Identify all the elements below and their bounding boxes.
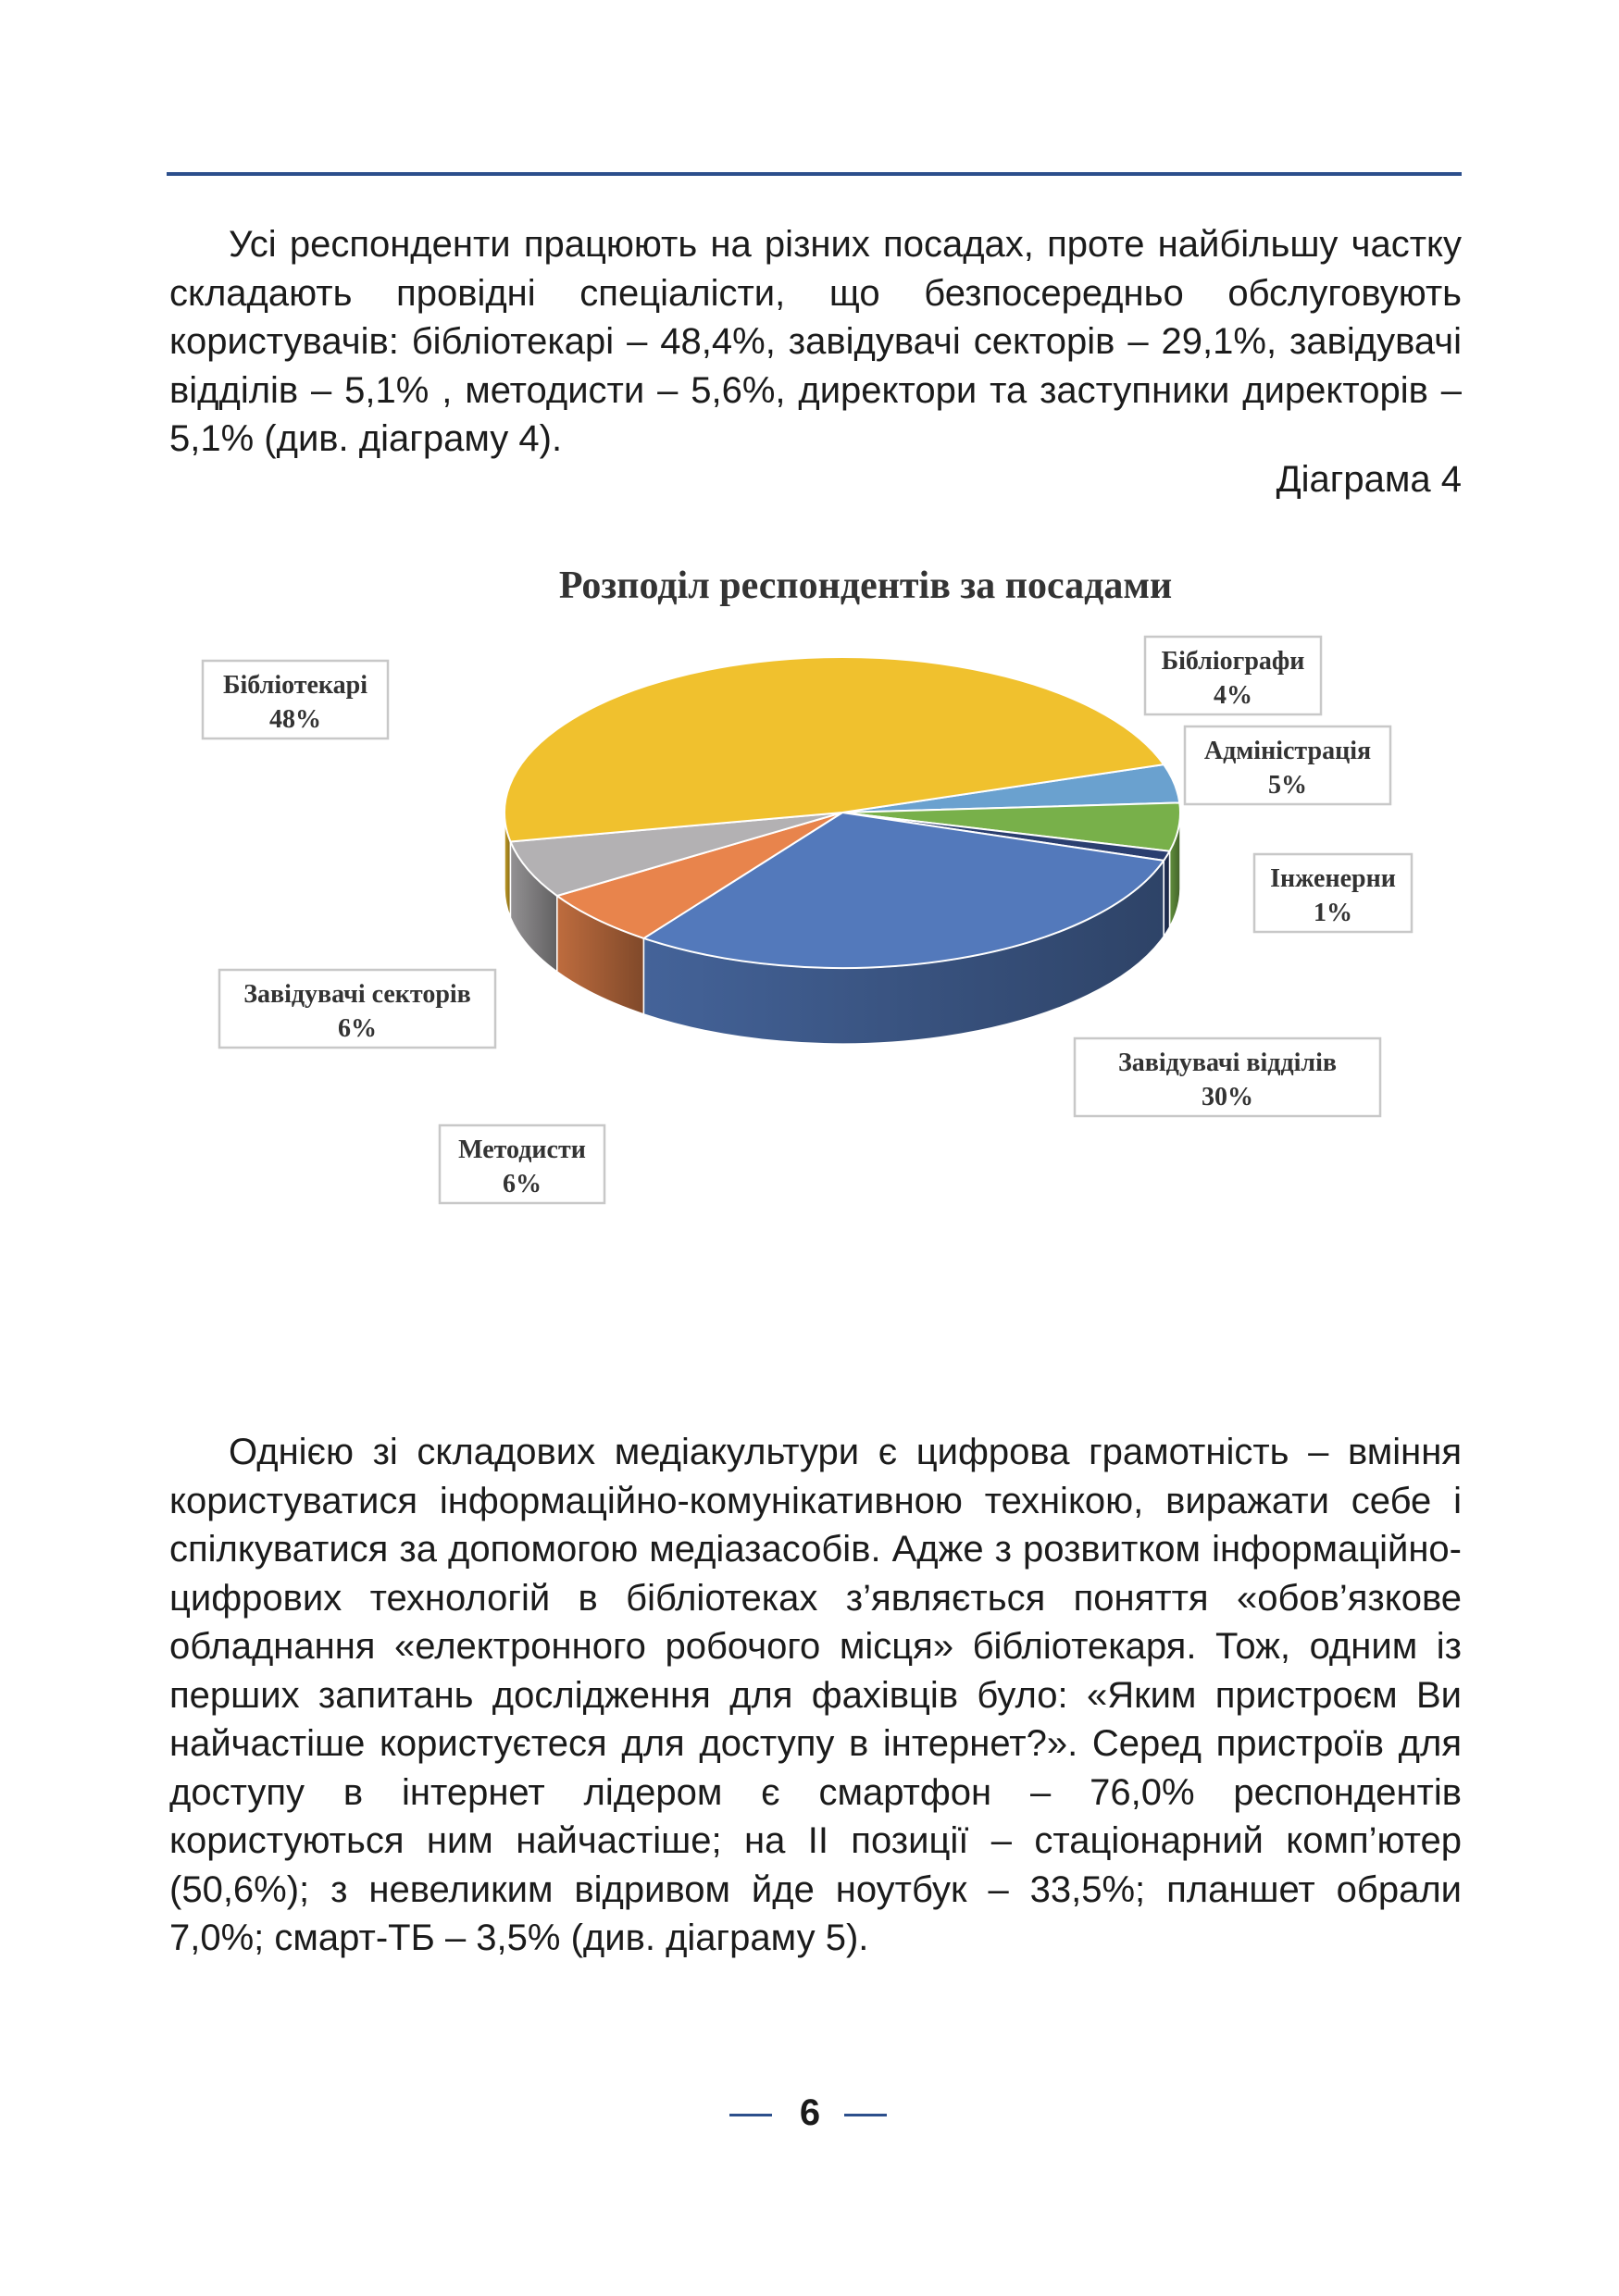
footer-dash-left: [729, 2114, 772, 2116]
slice-category-label: Методисти: [458, 1136, 586, 1164]
slice-3-wall: [1164, 851, 1169, 937]
diagram-caption: Діаграма 4: [1276, 459, 1462, 500]
slice-category-label: Адміністрація: [1203, 737, 1372, 765]
slice-percent-label: 48%: [269, 705, 321, 734]
slice-percent-label: 6%: [338, 1014, 377, 1043]
slice-category-label: Завідувачі відділів: [1117, 1049, 1338, 1077]
slice-percent-label: 6%: [503, 1170, 542, 1198]
page-number: 6: [799, 2092, 821, 2133]
page-footer: [0, 2090, 1619, 2136]
slice-category-label: Бібліотекарі: [223, 671, 367, 700]
slice-percent-label: 5%: [1268, 771, 1307, 800]
slice-category-label: Інженерни: [1270, 864, 1396, 893]
slice-label-6: [219, 970, 495, 1048]
slice-label-5: [440, 1125, 604, 1203]
slice-category-label: Бібліографи: [1161, 647, 1305, 676]
slice-label-1: [1145, 637, 1321, 714]
slice-label-3: [1254, 854, 1412, 932]
slice-label-4: [1075, 1038, 1380, 1116]
paragraph-digital-literacy: Однією зі складових медіакультури є цифрова грамотність – вміння користуватися інформаційно-комунікативною технікою, виражати себе і спілкуватися за допомогою медіазасобів. Адже з розвитком інформаційно-цифрових технологій в бібліотеках з’являється поняття «обов’язкове обладнання «електронного робочого місця» бібліотекаря. Тож, одним із перших запитань дослідження для фахівців було: «Яким пристроєм Ви найчастіше користуєтеся для доступу в інтернет?». Серед пристроїв для доступу в інтернет лідером є смартфон – 76,0% респондентів користуються ним найчастіше; на ІІ позиції – стаціонарний комп’ютер (50,6%); з невеликим відривом йде ноутбук – 33,5%; планшет обрали 7,0%; смарт-ТБ – 3,5% (див. діаграму 5).: [169, 1432, 1462, 1958]
pie-slices: [504, 657, 1180, 1044]
chart-title: Розподіл респондентів за посадами: [558, 565, 1173, 607]
slice-percent-label: 1%: [1314, 899, 1352, 927]
slice-label-7: [203, 661, 388, 738]
slice-label-2: [1185, 726, 1390, 804]
slice-category-label: Завідувачі секторів: [243, 980, 471, 1009]
pie-chart: [0, 537, 1619, 1240]
slice-percent-label: 30%: [1202, 1083, 1253, 1111]
footer-dash-right: [844, 2114, 887, 2116]
slice-percent-label: 4%: [1214, 681, 1252, 710]
paragraph-positions: Усі респонденти працюють на різних посадах, проте найбільшу частку складають провідні спеціалісти, що безпосередньо обслуговують користувачів: бібліотекарі – 48,4%, завідувачі секторів – 29,1%, завідувачі відділів – 5,1% , методисти – 5,6%, директори та заступники директорів – 5,1% (див. діаграму 4).: [169, 224, 1462, 459]
top-rule: [167, 172, 1462, 176]
